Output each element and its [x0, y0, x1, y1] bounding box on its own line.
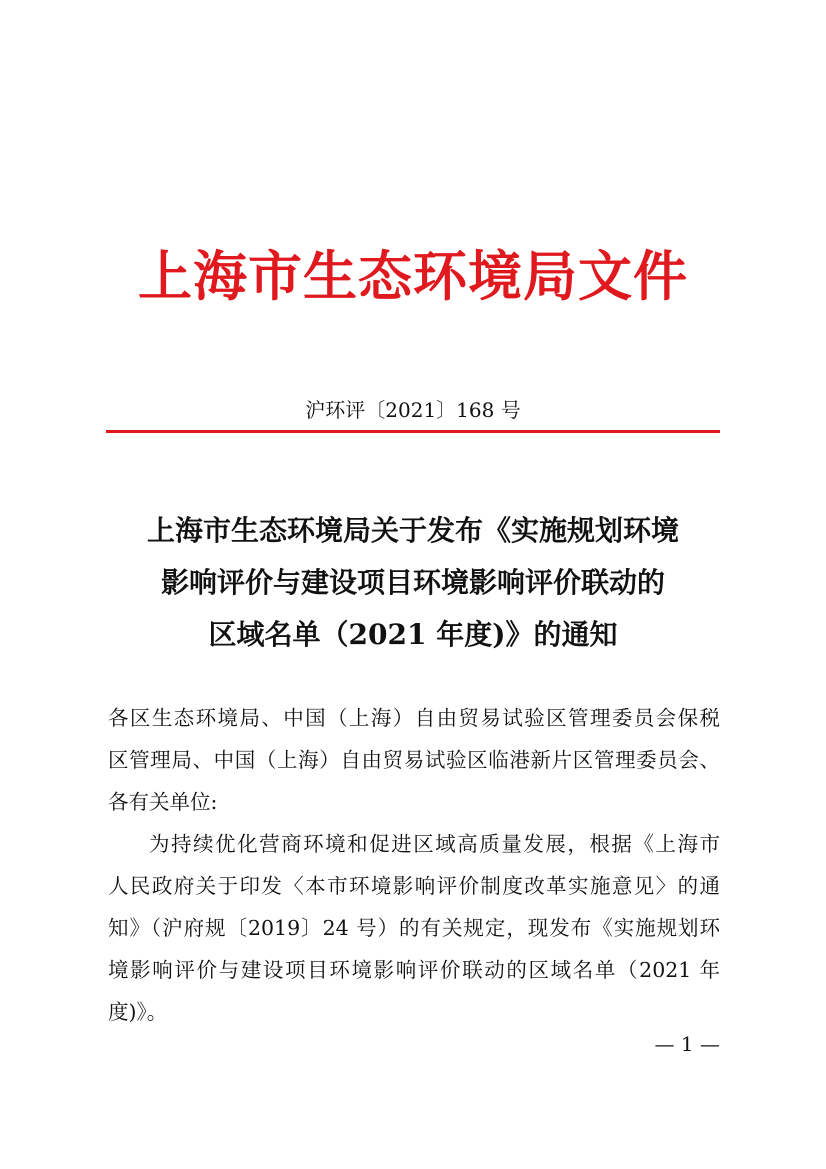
- addressee-line-1: 各区生态环境局、中国（上海）自由贸易试验区管理委员会保税: [108, 706, 720, 730]
- paragraph-line-5: 度)》。: [108, 1000, 168, 1024]
- paragraph-line-1: 为持续优化营商环境和促进区域高质量发展，根据《上海市: [149, 832, 720, 856]
- notice-title: [90, 505, 736, 661]
- notice-body: [108, 697, 720, 1033]
- addressee-line-3: 各有关单位:: [108, 790, 218, 814]
- red-divider-rule: [106, 430, 720, 433]
- paragraph-line-4: 境影响评价与建设项目环境影响评价联动的区域名单（2021 年: [108, 958, 720, 982]
- masthead-title: 上海市生态环境局文件: [138, 244, 688, 308]
- paragraph-line-3: 知》（沪府规〔2019〕24 号）的有关规定，现发布《实施规划环: [108, 916, 720, 940]
- paragraph-line-2: 人民政府关于印发〈本市环境影响评价制度改革实施意见〉的通: [108, 874, 720, 898]
- document-number: 沪环评〔2021〕168 号: [305, 398, 521, 422]
- addressee-line-2: 区管理局、中国（上海）自由贸易试验区临港新片区管理委员会、: [108, 748, 720, 772]
- notice-title-line-1: 上海市生态环境局关于发布《实施规划环境: [146, 514, 679, 547]
- notice-title-line-2: 影响评价与建设项目环境影响评价联动的: [160, 566, 665, 599]
- notice-title-line-3: 区域名单（2021 年度)》的通知: [208, 618, 618, 651]
- page-number: — 1 —: [654, 1032, 720, 1056]
